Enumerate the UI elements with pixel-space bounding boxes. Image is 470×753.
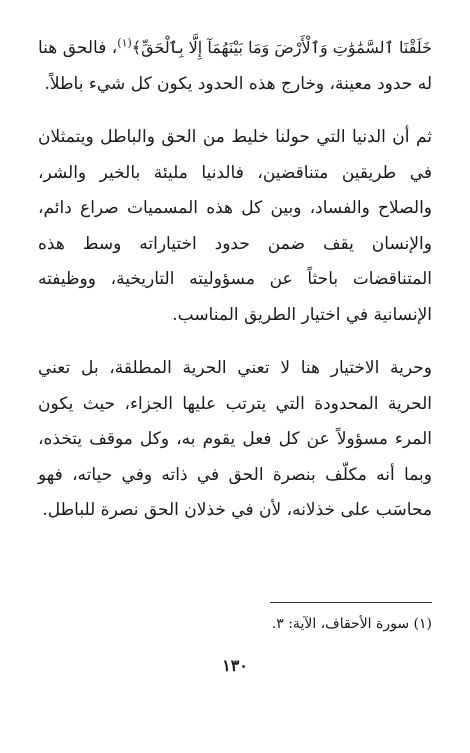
footnote: (١) سورة الأحقاف، الآية: ٣. [271, 616, 432, 632]
paragraph-3: وحرية الاختيار هنا لا تعني الحرية المطلقة، بل تعني الحرية المحدودة التي يترتب عليها الجزاء، حيث يكون المرء مسؤولاً عن كل فعل يقوم به، وكل موقف يتخذه، وبما أنه مكلّف بنصرة الحق في ذاته وفي حياته، فهو محاسَب على خذلانه، لأن في خذلان الحق نصرة للباطل. [38, 358, 432, 520]
paragraph-1 [38, 30, 432, 102]
body-text [38, 30, 432, 529]
page-number: ١٣٠ [222, 656, 248, 675]
paragraph-2: ثم أن الدنيا التي حولنا خليط من الحق والباطل ويتمثلان في طريقين متناقضين، فالدنيا مليئة بالخير والشر، والصلاح والفساد، وبين كل هذه المسميات صراع دائم، والإنسان يقف ضمن حدود اختياراته وسط هذه المتناقضات باحثاً عن مسؤوليته التاريخية، ووظيفته الإنسانية في اختيار الطريق المناسب. [38, 127, 432, 325]
paragraph-1-text: ، فالحق هنا له حدود معينة، وخارج هذه الحدود يكون كل شيء باطلاً. [38, 38, 432, 94]
footnote-reference: (١) [117, 36, 132, 50]
quran-verse: خَلَقْنَا ٱلسَّمَٰوَٰتِ وَٱلْأَرْضَ وَمَا بَيْنَهُمَآ إِلَّا بِٱلْحَقِّ﴾ [131, 38, 432, 57]
footnote-divider [270, 602, 432, 603]
